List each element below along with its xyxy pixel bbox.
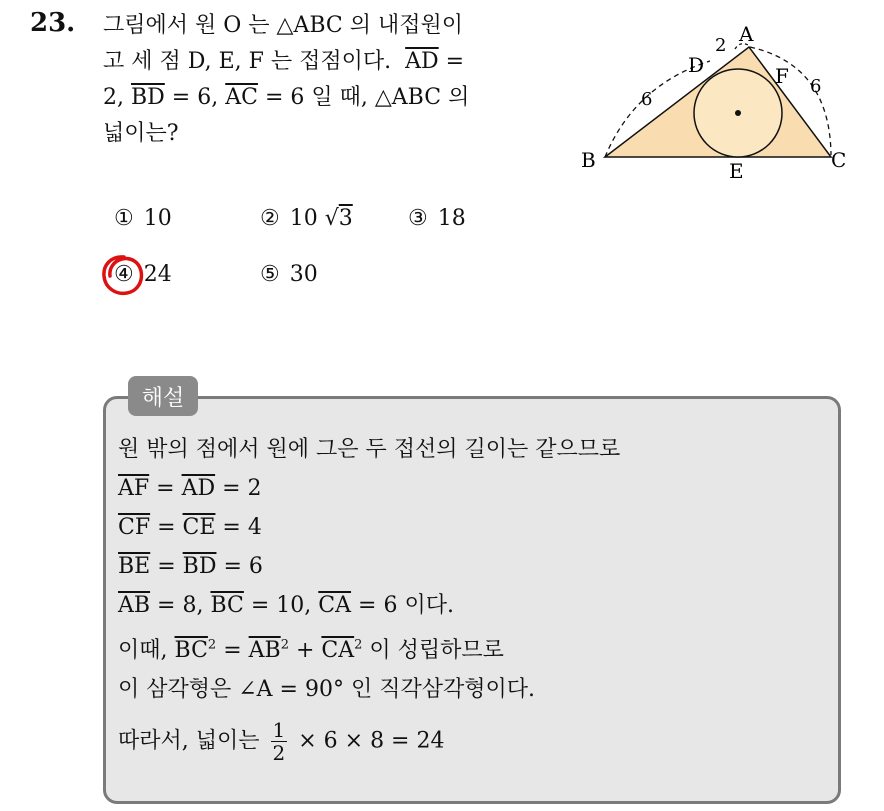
choice-5[interactable]: ⑤ 30 bbox=[260, 262, 318, 287]
label-f: F bbox=[775, 64, 789, 88]
triangle-incircle-figure bbox=[575, 15, 865, 190]
label-a: A bbox=[739, 22, 754, 46]
label-e: E bbox=[729, 159, 744, 183]
solution-right-angle: 이 삼각형은 ∠A = 90° 인 직각삼각형이다. bbox=[118, 677, 535, 702]
question-number: 23. bbox=[30, 8, 76, 38]
question-line-2: 고 세 점 D, E, F 는 접점이다. $\overline{AD}$ = bbox=[103, 49, 465, 74]
question-line-1: 그림에서 원 O 는 △ABC 의 내접원이 bbox=[103, 13, 463, 38]
choice-3[interactable]: ③ 18 bbox=[408, 206, 466, 231]
solution-pythagoras: 이때, $\overline{BC}^2 = \overline{AB}^2 + \overline{CA}^2$ 이 성립하므로 bbox=[118, 637, 504, 663]
choice-4[interactable]: ④ 24 bbox=[114, 262, 172, 287]
solution-eq-cf: $\overline{CF} = \overline{CE} = 4$ bbox=[118, 515, 262, 540]
label-c: C bbox=[831, 148, 847, 172]
solution-eq-be: $\overline{BE} = \overline{BD} = 6$ bbox=[118, 554, 263, 579]
label-6-right: 6 bbox=[810, 76, 822, 97]
solution-intro: 원 밖의 점에서 원에 그은 두 접선의 길이는 같으므로 bbox=[118, 437, 621, 462]
question-line-3: 2, $\overline{BD} = 6$, $\overline{AC} = 6$ 일 때, △ABC 의 bbox=[103, 85, 470, 110]
choice-2[interactable]: ② 10 √3 bbox=[260, 206, 353, 231]
label-6-left: 6 bbox=[641, 89, 653, 110]
label-d: D bbox=[688, 53, 705, 77]
solution-tab: 해설 bbox=[128, 376, 198, 416]
center-point bbox=[735, 110, 741, 116]
solution-eq-af: $\overline{AF} = \overline{AD} = 2$ bbox=[118, 476, 262, 501]
label-2: 2 bbox=[715, 35, 727, 56]
solution-text bbox=[118, 430, 620, 764]
choice-1[interactable]: ① 10 bbox=[114, 206, 172, 231]
solution-area: 따라서, 넓이는 $\frac{1}{2}$ × 6 × 8 = 24 bbox=[118, 718, 445, 765]
answer-circle-mark bbox=[100, 252, 146, 298]
solution-eq-sides: $\overline{AB} = 8$, $\overline{BC} = 10$, $\overline{CA} = 6$ 이다. bbox=[118, 593, 454, 618]
question-text bbox=[103, 8, 553, 152]
label-b: B bbox=[581, 148, 596, 172]
question-line-4: 넓이는? bbox=[103, 121, 179, 146]
